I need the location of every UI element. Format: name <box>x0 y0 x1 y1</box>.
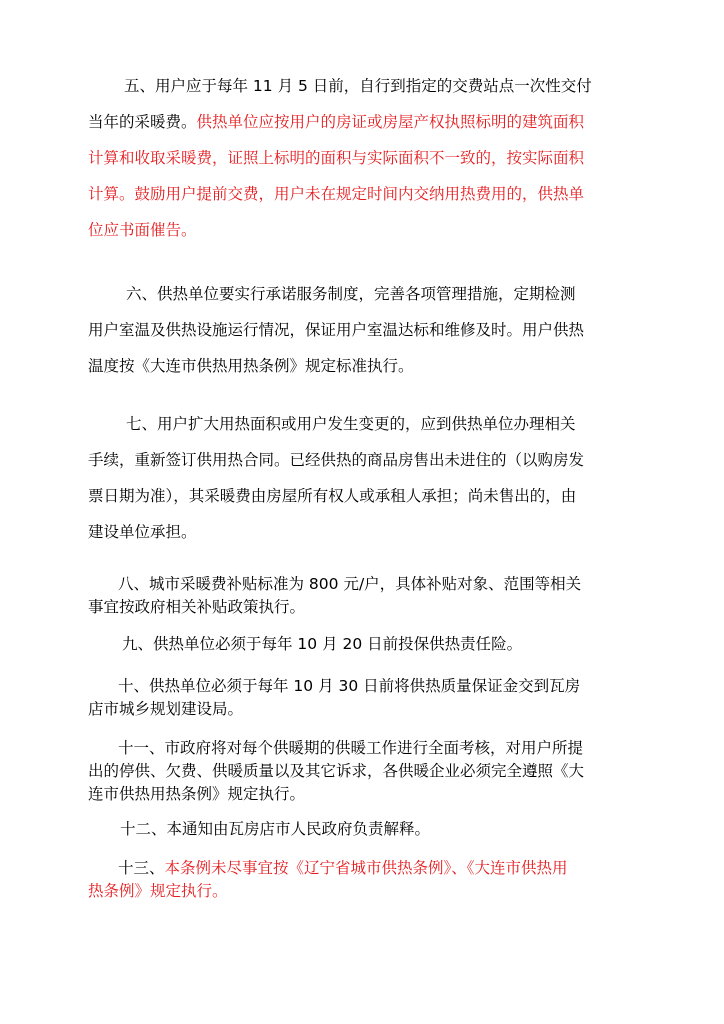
text-run: 十一、市政府将对每个供暖期的供暖工作进行全面考核，对用户所提 <box>118 739 584 757</box>
article-6-line-2 <box>88 312 648 348</box>
text-run: 六、供热单位要实行承诺服务制度，完善各项管理措施，定期检测 <box>126 285 576 303</box>
article-5-line-2 <box>88 104 648 140</box>
text-run: 连市供热用热条例》规定执行。 <box>88 785 306 803</box>
article-10-line-1 <box>88 675 648 698</box>
text-run: 店市城乡规划建设局。 <box>88 700 244 718</box>
article-7-line-1 <box>88 406 648 442</box>
text-run: 五、用户应于每年 11 月 5 日前，自行到指定的交费站点一次性交付 <box>124 77 592 95</box>
article-7-line-4 <box>88 514 648 550</box>
highlighted-text-run: 位应书面催告。 <box>88 221 197 239</box>
article-10 <box>88 675 648 721</box>
article-6-line-1 <box>88 276 648 312</box>
article-6-line-3 <box>88 348 648 384</box>
article-12 <box>88 818 648 841</box>
text-run: 七、用户扩大用热面积或用户发生变更的，应到供热单位办理相关 <box>126 415 576 433</box>
article-9 <box>88 633 648 656</box>
text-run: 九、供热单位必须于每年 10 月 20 日前投保供热责任险。 <box>122 635 523 653</box>
article-11-line-1 <box>88 737 648 760</box>
article-5-line-4 <box>88 176 648 212</box>
article-5 <box>88 68 648 248</box>
text-run: 票日期为准），其采暖费由房屋所有权人或承租人承担；尚未售出的，由 <box>88 487 577 505</box>
article-10-line-2 <box>88 698 648 721</box>
article-11 <box>88 737 648 806</box>
text-run: 手续，重新签订供用热合同。已经供热的商品房售出未进住的（以购房发 <box>88 451 585 469</box>
article-12-line-1 <box>88 818 648 841</box>
text-run: 十三、 <box>118 859 165 877</box>
text-run: 十、供热单位必须于每年 10 月 30 日前将供热质量保证金交到瓦房 <box>118 677 581 695</box>
text-run: 建设单位承担。 <box>88 523 197 541</box>
article-13-line-2 <box>88 880 648 903</box>
highlighted-text-run: 计算。鼓励用户提前交费，用户未在规定时间内交纳用热费用的，供热单 <box>88 185 585 203</box>
article-9-line-1 <box>88 633 648 656</box>
text-run: 八、城市采暖费补贴标准为 800 元/户，具体补贴对象、范围等相关 <box>118 575 582 593</box>
article-13 <box>88 857 648 903</box>
article-5-line-3 <box>88 140 648 176</box>
article-5-line-1 <box>88 68 648 104</box>
article-8-line-2 <box>88 596 648 619</box>
article-13-line-1 <box>88 857 648 880</box>
text-run: 事宜按政府相关补贴政策执行。 <box>88 598 306 616</box>
text-run: 用户室温及供热设施运行情况，保证用户室温达标和维修及时。用户供热 <box>88 321 585 339</box>
highlighted-text-run: 本条例未尽事宜按《辽宁省城市供热条例》、《大连市供热用 <box>164 859 568 877</box>
highlighted-text-run: 热条例》规定执行。 <box>88 882 228 900</box>
article-5-line-5 <box>88 212 648 248</box>
text-run: 温度按《大连市供热用热条例》规定标准执行。 <box>88 357 414 375</box>
article-8-line-1 <box>88 573 648 596</box>
article-7 <box>88 406 648 550</box>
article-6 <box>88 276 648 384</box>
article-11-line-3 <box>88 783 648 806</box>
highlighted-text-run: 供热单位应按用户的房证或房屋产权执照标明的建筑面积 <box>196 113 585 131</box>
text-run: 出的停供、欠费、供暖质量以及其它诉求，各供暖企业必须完全遵照《大 <box>88 762 585 780</box>
highlighted-text-run: 计算和收取采暖费，证照上标明的面积与实际面积不一致的，按实际面积 <box>88 149 585 167</box>
article-7-line-3 <box>88 478 648 514</box>
article-7-line-2 <box>88 442 648 478</box>
text-run: 当年的采暖费。 <box>88 113 197 131</box>
text-run: 十二、本通知由瓦房店市人民政府负责解释。 <box>120 820 431 838</box>
article-11-line-2 <box>88 760 648 783</box>
article-8 <box>88 573 648 619</box>
